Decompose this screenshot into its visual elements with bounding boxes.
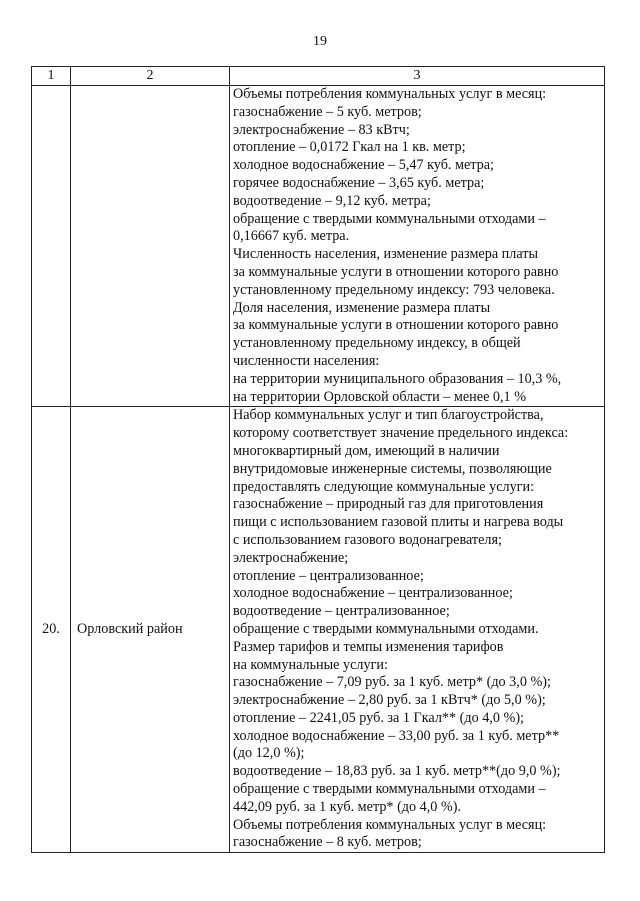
description-line: холодное водоснабжение – 33,00 руб. за 1 куб. метр** (233, 727, 560, 744)
description-line: которому соответствует значение предельного индекса: (233, 425, 569, 442)
description-line: электроснабжение – 83 кВтч; (233, 121, 410, 138)
page-number: 19 (313, 34, 327, 49)
description-line: обращение с твердыми коммунальными отходами – (233, 210, 546, 227)
description-line: Доля населения, изменение размера платы (233, 299, 491, 316)
description-line: установленному предельному индексу, в общей (233, 335, 521, 352)
description-line: внутридомовые инженерные системы, позволяющие (233, 460, 552, 477)
description-line: установленному предельному индексу: 793 человека. (233, 281, 555, 298)
header-col-1: 1 (32, 67, 71, 86)
description-line: обращение с твердыми коммунальными отходами. (233, 620, 539, 637)
description-line: на коммунальные услуги: (233, 656, 388, 673)
row-description (230, 86, 605, 407)
description-line: отопление – централизованное; (233, 567, 424, 584)
description-line: водоотведение – 18,83 руб. за 1 куб. метр**(до 9,0 %); (233, 763, 561, 780)
description-line: газоснабжение – 8 куб. метров; (233, 834, 422, 851)
row-number: 20. (32, 407, 71, 853)
header-col-3: 3 (230, 67, 605, 86)
district-name (71, 86, 230, 407)
description-line: холодное водоснабжение – централизованное; (233, 585, 513, 602)
district-name: Орловский район (71, 407, 230, 853)
description-line: за коммунальные услуги в отношении которого равно (233, 317, 559, 334)
description-line: холодное водоснабжение – 5,47 куб. метра; (233, 157, 494, 174)
description-line: электроснабжение – 2,80 руб. за 1 кВтч* (до 5,0 %); (233, 692, 546, 709)
table-header-row (32, 67, 605, 86)
description-line: обращение с твердыми коммунальными отходами – (233, 781, 546, 798)
description-line: Объемы потребления коммунальных услуг в месяц: (233, 86, 547, 102)
description-line: за коммунальные услуги в отношении которого равно (233, 263, 559, 280)
description-line: Численность населения, изменение размера платы (233, 246, 539, 263)
description-line: электроснабжение; (233, 549, 349, 566)
description-line: водоотведение – централизованное; (233, 603, 450, 620)
description-line: горячее водоснабжение – 3,65 куб. метра; (233, 174, 485, 191)
table-row (32, 86, 605, 407)
description-line: Набор коммунальных услуг и тип благоустройства, (233, 407, 544, 424)
row-number (32, 86, 71, 407)
description-line: Размер тарифов и темпы изменения тарифов (233, 638, 504, 655)
description-line: отопление – 0,0172 Гкал на 1 кв. метр; (233, 139, 466, 156)
table-row (32, 407, 605, 853)
description-line: (до 12,0 %); (233, 745, 305, 762)
tariff-table (31, 66, 605, 853)
description-line: многоквартирный дом, имеющий в наличии (233, 442, 500, 459)
description-line: на территории муниципального образования – 10,3 %, (233, 370, 562, 387)
description-line: газоснабжение – 5 куб. метров; (233, 103, 422, 120)
description-line: газоснабжение – 7,09 руб. за 1 куб. метр* (до 3,0 %); (233, 674, 551, 691)
description-line: газоснабжение – природный газ для приготовления (233, 496, 544, 513)
description-line: с использованием газового водонагревателя; (233, 531, 502, 548)
description-line: водоотведение – 9,12 куб. метра; (233, 192, 431, 209)
description-line: на территории Орловской области – менее 0,1 % (233, 388, 527, 405)
description-line: численности населения: (233, 352, 380, 369)
row-description (230, 407, 605, 853)
description-line: пищи с использованием газовой плиты и нагрева воды (233, 514, 564, 531)
header-col-2: 2 (71, 67, 230, 86)
description-line: 0,16667 куб. метра. (233, 228, 350, 245)
description-line: Объемы потребления коммунальных услуг в месяц: (233, 816, 547, 833)
description-line: 442,09 руб. за 1 куб. метр* (до 4,0 %). (233, 798, 462, 815)
description-line: предоставлять следующие коммунальные услуги: (233, 478, 535, 495)
description-line: отопление – 2241,05 руб. за 1 Гкал** (до 4,0 %); (233, 709, 524, 726)
